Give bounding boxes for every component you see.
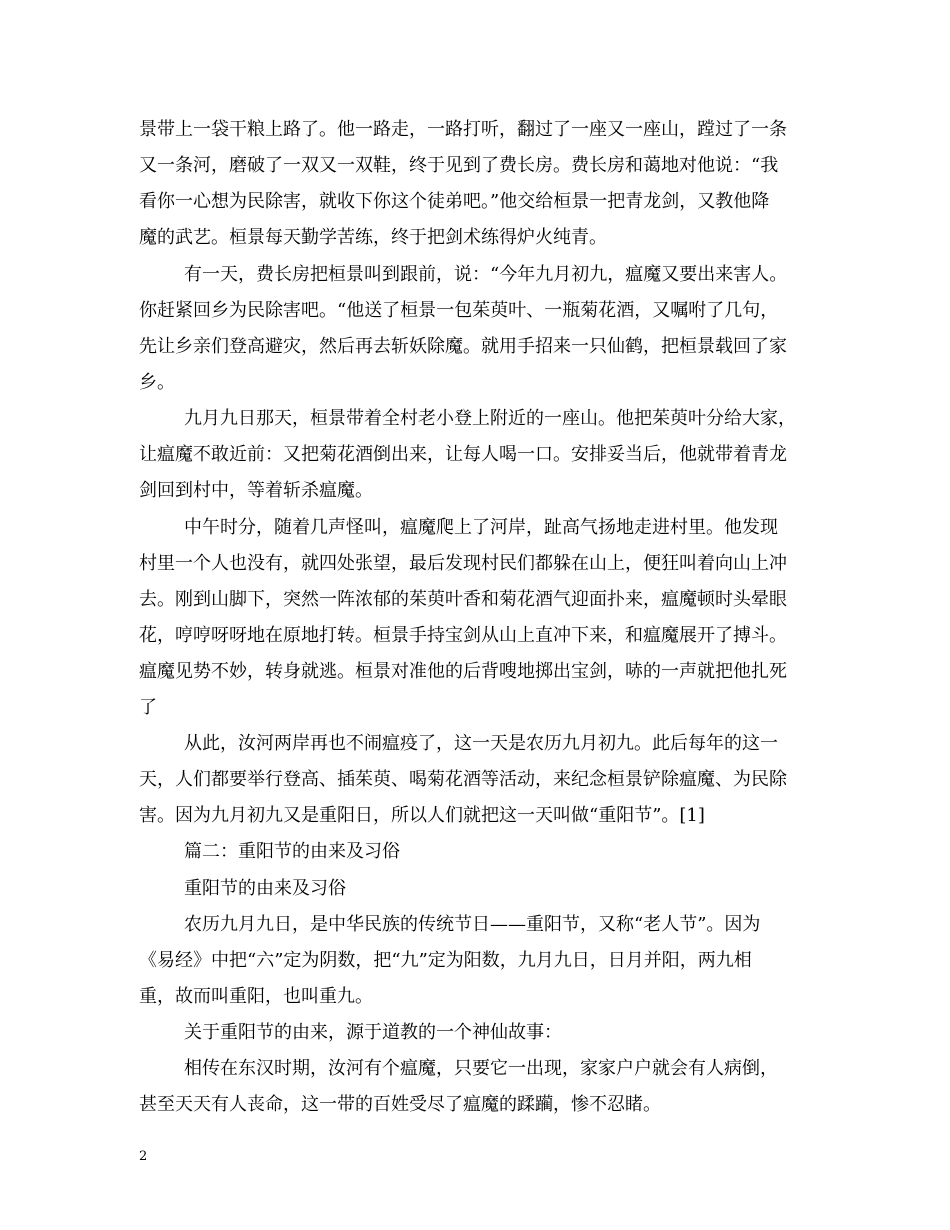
article-title: 重阳节的由来及习俗: [184, 878, 346, 899]
paragraph-first-line: 中午时分，随着几声怪叫，瘟魔爬上了河岸，趾高气扬地走进村里。他发现: [184, 517, 778, 538]
text-line: 又一条河，磨破了一双又一双鞋，终于见到了费长房。费长房和蔼地对他说：“我: [139, 155, 779, 176]
text-line: 让瘟魔不敢近前：又把菊花酒倒出来，让每人喝一口。安排妥当后，他就带着青龙: [139, 444, 787, 465]
text-line: 甚至天天有人丧命，这一带的百姓受尽了瘟魔的蹂躏，惨不忍睹。: [139, 1094, 661, 1115]
text-line: 乡。: [139, 372, 175, 393]
paragraph-first-line: 从此，汝河两岸再也不闹瘟疫了，这一天是农历九月初九。此后每年的这一: [184, 733, 778, 754]
text-line: 天，人们都要举行登高、插茱萸、喝菊花酒等活动，来纪念桓景铲除瘟魔、为民除: [139, 769, 787, 790]
paragraph-first-line: 有一天，费长房把桓景叫到跟前，说：“今年九月初九，瘟魔又要出来害人。: [184, 264, 788, 285]
text-line: 先让乡亲们登高避灾，然后再去斩妖除魔。就用手招来一只仙鹤，把桓景载回了家: [139, 336, 787, 357]
section-heading: 篇二：重阳节的由来及习俗: [184, 841, 400, 862]
text-line: 《易经》中把“六”定为阴数，把“九”定为阳数，九月九日，日月并阳，两九相: [139, 950, 752, 971]
text-line: 景带上一袋干粮上路了。他一路走，一路打听，翻过了一座又一座山，蹚过了一条: [139, 119, 787, 140]
text-line: 了: [139, 697, 157, 718]
text-line: 你赶紧回乡为民除害吧。“他送了桓景一包茱萸叶、一瓶菊花酒，又嘱咐了几句，: [139, 300, 779, 321]
text-line: 瘟魔见势不妙，转身就逃。桓景对准他的后背嗖地掷出宝剑，哧的一声就把他扎死: [139, 661, 787, 682]
text-line: 剑回到村中，等着斩杀瘟魔。: [139, 480, 373, 501]
text-line: 去。刚到山脚下，突然一阵浓郁的茱萸叶香和菊花酒气迎面扑来，瘟魔顿时头晕眼: [139, 589, 787, 610]
text-line: 看你一心想为民除害，就收下你这个徒弟吧。”他交给桓景一把青龙剑，又教他降: [139, 191, 770, 212]
paragraph-first-line: 相传在东汉时期，汝河有个瘟魔，只要它一出现，家家户户就会有人病倒，: [184, 1058, 778, 1079]
paragraph-first-line: 农历九月九日，是中华民族的传统节日——重阳节，又称“老人节”。因为: [184, 914, 761, 935]
paragraph-first-line: 九月九日那天，桓景带着全村老小登上附近的一座山。他把茱萸叶分给大家，: [184, 408, 796, 429]
text-line: 村里一个人也没有，就四处张望，最后发现村民们都躲在山上，便狂叫着向山上冲: [139, 553, 787, 574]
text-line: 花，哼哼呀呀地在原地打转。桓景手持宝剑从山上直冲下来，和瘟魔展开了搏斗。: [139, 625, 787, 646]
text-line: 害。因为九月初九又是重阳日，所以人们就把这一天叫做“重阳节”。[1]: [139, 805, 705, 826]
page-number: 2: [139, 1149, 148, 1164]
paragraph-first-line: 关于重阳节的由来，源于道教的一个神仙故事：: [184, 1022, 562, 1043]
text-line: 重，故而叫重阳，也叫重九。: [139, 986, 373, 1007]
text-line: 魔的武艺。桓景每天勤学苦练，终于把剑术练得炉火纯青。: [139, 227, 607, 248]
